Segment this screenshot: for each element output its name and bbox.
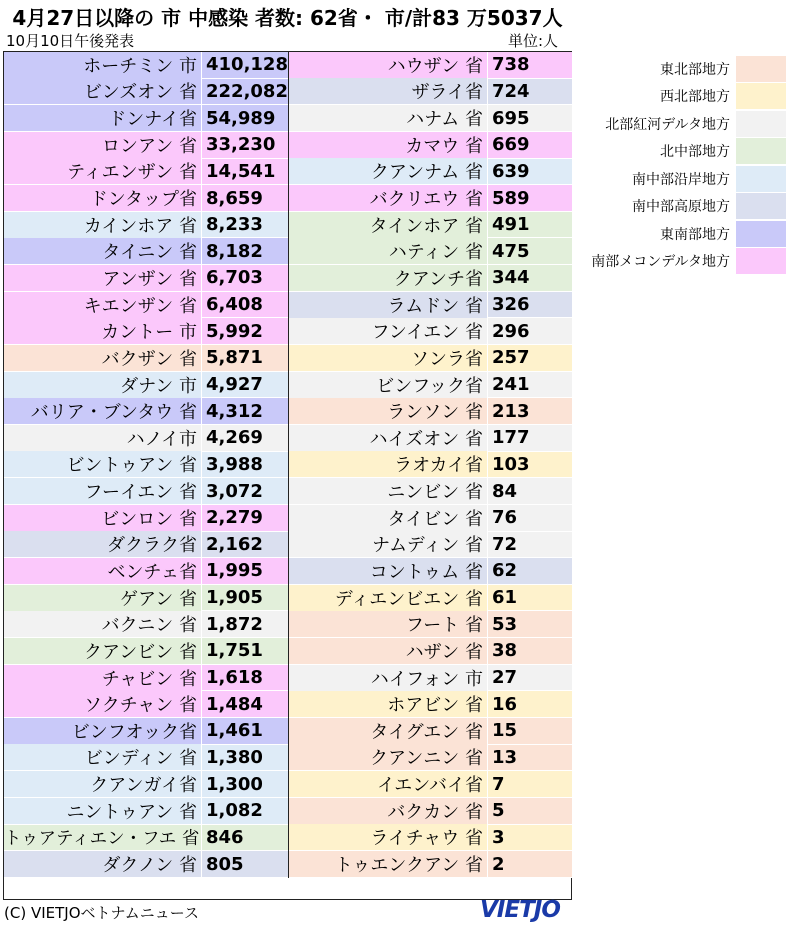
province-name: ソクチャン 省 bbox=[4, 691, 201, 717]
table-row bbox=[289, 159, 572, 186]
legend-label: 西北部地方 bbox=[660, 89, 730, 106]
province-name: バリア・ブンタウ 省 bbox=[4, 398, 201, 424]
case-count: 669 bbox=[487, 132, 572, 158]
legend-item bbox=[578, 138, 786, 166]
case-count: 4,312 bbox=[201, 398, 288, 424]
table-row bbox=[289, 478, 572, 505]
legend-label: 南部メコンデルタ地方 bbox=[591, 254, 730, 271]
table-row bbox=[289, 718, 572, 745]
province-name: フーイエン 省 bbox=[4, 478, 201, 504]
province-name: ホーチミン 市 bbox=[4, 52, 201, 78]
case-count: 8,182 bbox=[201, 238, 288, 264]
province-name: タイグエン 省 bbox=[289, 718, 487, 744]
table-row bbox=[4, 691, 288, 718]
province-name: ザライ省 bbox=[289, 78, 487, 104]
province-name: ソンラ省 bbox=[289, 345, 487, 371]
table-row bbox=[4, 558, 288, 585]
table-row bbox=[4, 425, 288, 452]
table-row bbox=[4, 505, 288, 532]
case-count: 241 bbox=[487, 372, 572, 398]
province-name: ハザン 省 bbox=[289, 638, 487, 664]
province-name: ライチャウ 省 bbox=[289, 824, 487, 850]
case-count: 222,082 bbox=[201, 79, 288, 105]
copyright-credit: (C) VIETJOベトナムニュース bbox=[4, 904, 200, 922]
legend-swatch bbox=[736, 221, 786, 247]
province-name: ハナム 省 bbox=[289, 105, 487, 131]
case-count: 344 bbox=[487, 265, 572, 291]
table-row bbox=[289, 212, 572, 239]
province-name: コントゥム 省 bbox=[289, 558, 487, 584]
province-name: トゥエンクアン 省 bbox=[289, 851, 487, 877]
case-count: 5,871 bbox=[201, 345, 288, 371]
table-row bbox=[4, 745, 288, 772]
case-count: 639 bbox=[487, 159, 572, 185]
table-row bbox=[4, 825, 288, 852]
table-row bbox=[4, 665, 288, 692]
province-name: タインホア 省 bbox=[289, 212, 487, 238]
province-name: ハウザン 省 bbox=[289, 52, 487, 78]
province-name: ベンチェ省 bbox=[4, 558, 201, 584]
case-count: 805 bbox=[201, 851, 288, 877]
table-right-column bbox=[288, 52, 572, 878]
case-count: 8,233 bbox=[201, 212, 288, 238]
legend-label: 南中部高原地方 bbox=[632, 199, 730, 216]
case-count: 33,230 bbox=[201, 132, 288, 158]
case-count: 8,659 bbox=[201, 185, 288, 211]
table-row bbox=[4, 398, 288, 425]
table-row bbox=[4, 452, 288, 479]
table-row bbox=[289, 665, 572, 692]
case-count: 296 bbox=[487, 318, 572, 344]
province-name: ダクラク省 bbox=[4, 531, 201, 557]
province-name: ビンフオック省 bbox=[4, 718, 201, 744]
case-count: 76 bbox=[487, 505, 572, 531]
table-row bbox=[4, 585, 288, 612]
vietjo-logo: VIETJO bbox=[480, 897, 560, 923]
province-name: カントー 市 bbox=[4, 318, 201, 344]
province-name: クアンニン 省 bbox=[289, 744, 487, 770]
page-title: 4月27日以降の 市 中感染 者数: 62省・ 市/計83 万5037人 bbox=[12, 6, 563, 30]
province-name: カインホア 省 bbox=[4, 212, 201, 238]
table-row bbox=[289, 452, 572, 479]
province-name: バクカン 省 bbox=[289, 798, 487, 824]
table-row bbox=[289, 585, 572, 612]
case-count: 491 bbox=[487, 212, 572, 238]
table-row bbox=[4, 159, 288, 186]
table-row bbox=[289, 265, 572, 292]
province-name: トゥアティエン・フエ 省 bbox=[4, 825, 201, 850]
case-count: 38 bbox=[487, 638, 572, 664]
table-row bbox=[4, 318, 288, 345]
table-row bbox=[289, 771, 572, 798]
case-count: 7 bbox=[487, 771, 572, 797]
table-row bbox=[4, 611, 288, 638]
table-row bbox=[4, 532, 288, 559]
case-count: 1,082 bbox=[201, 798, 288, 824]
case-count: 5,992 bbox=[201, 318, 288, 344]
table-row bbox=[289, 691, 572, 718]
province-name: ダクノン 省 bbox=[4, 851, 201, 877]
legend-swatch bbox=[736, 83, 786, 109]
province-name: ビンフック省 bbox=[289, 372, 487, 398]
table-row bbox=[4, 212, 288, 239]
case-count: 54,989 bbox=[201, 105, 288, 131]
table-row bbox=[4, 132, 288, 159]
case-count: 1,461 bbox=[201, 718, 288, 744]
case-count: 4,269 bbox=[201, 425, 288, 451]
case-count: 4,927 bbox=[201, 372, 288, 398]
legend-item bbox=[578, 248, 786, 276]
case-count: 738 bbox=[487, 52, 572, 78]
province-name: カマウ 省 bbox=[289, 132, 487, 158]
case-count: 724 bbox=[487, 79, 572, 105]
table-row bbox=[289, 398, 572, 425]
table-row bbox=[289, 238, 572, 265]
table-row bbox=[289, 558, 572, 585]
table-row bbox=[289, 532, 572, 559]
province-name: ティエンザン 省 bbox=[4, 158, 201, 184]
legend-label: 北部紅河デルタ地方 bbox=[605, 116, 730, 133]
province-name: アンザン 省 bbox=[4, 265, 201, 291]
case-count: 15 bbox=[487, 718, 572, 744]
province-name: ニントゥアン 省 bbox=[4, 798, 201, 824]
province-name: タイビン 省 bbox=[289, 505, 487, 531]
province-name: ハティン 省 bbox=[289, 238, 487, 264]
table-row bbox=[4, 718, 288, 745]
province-name: フート 省 bbox=[289, 611, 487, 637]
province-name: ビンディン 省 bbox=[4, 744, 201, 770]
table-row bbox=[4, 292, 288, 319]
table-row bbox=[289, 745, 572, 772]
table-row bbox=[4, 265, 288, 292]
case-count: 6,408 bbox=[201, 292, 288, 318]
province-name: ハイフォン 市 bbox=[289, 665, 487, 691]
case-count: 1,905 bbox=[201, 585, 288, 611]
case-count: 62 bbox=[487, 558, 572, 584]
table-row bbox=[289, 638, 572, 665]
table-row bbox=[289, 505, 572, 532]
case-count: 27 bbox=[487, 665, 572, 691]
legend-item bbox=[578, 165, 786, 193]
table-row bbox=[289, 372, 572, 399]
legend-swatch bbox=[736, 111, 786, 137]
legend-item bbox=[578, 110, 786, 138]
case-count: 16 bbox=[487, 691, 572, 717]
province-name: ラオカイ省 bbox=[289, 451, 487, 477]
case-count: 1,484 bbox=[201, 691, 288, 717]
case-count: 213 bbox=[487, 398, 572, 424]
province-name: タイニン 省 bbox=[4, 238, 201, 264]
case-count: 257 bbox=[487, 345, 572, 371]
case-count: 84 bbox=[487, 478, 572, 504]
province-name: クアンチ省 bbox=[289, 265, 487, 291]
table-left-column bbox=[4, 52, 288, 878]
table-row bbox=[289, 132, 572, 159]
case-count: 1,618 bbox=[201, 665, 288, 691]
legend-swatch bbox=[736, 166, 786, 192]
table-row bbox=[289, 292, 572, 319]
province-name: ニンビン 省 bbox=[289, 478, 487, 504]
case-count: 72 bbox=[487, 532, 572, 558]
case-count: 2,162 bbox=[201, 532, 288, 558]
province-name: バクニン 省 bbox=[4, 611, 201, 637]
table-row bbox=[4, 851, 288, 878]
case-count: 3,988 bbox=[201, 452, 288, 478]
province-name: フンイエン 省 bbox=[289, 318, 487, 344]
table-row bbox=[289, 851, 572, 878]
table-row bbox=[4, 105, 288, 132]
cases-table bbox=[3, 51, 572, 900]
case-count: 5 bbox=[487, 798, 572, 824]
legend-item bbox=[578, 55, 786, 83]
table-row bbox=[4, 372, 288, 399]
case-count: 3,072 bbox=[201, 478, 288, 504]
case-count: 410,128 bbox=[201, 52, 288, 78]
case-count: 1,995 bbox=[201, 558, 288, 584]
province-name: ナムディン 省 bbox=[289, 531, 487, 557]
table-row bbox=[289, 825, 572, 852]
unit-label: 単位:人 bbox=[508, 32, 559, 50]
case-count: 2,279 bbox=[201, 505, 288, 531]
province-name: ランソン 省 bbox=[289, 398, 487, 424]
legend-label: 北中部地方 bbox=[660, 144, 730, 161]
case-count: 1,300 bbox=[201, 771, 288, 797]
province-name: ハイズオン 省 bbox=[289, 425, 487, 451]
table-row bbox=[4, 238, 288, 265]
table-row bbox=[4, 185, 288, 212]
table-row bbox=[289, 425, 572, 452]
table-row bbox=[4, 638, 288, 665]
case-count: 103 bbox=[487, 452, 572, 478]
case-count: 53 bbox=[487, 611, 572, 637]
case-count: 1,380 bbox=[201, 745, 288, 771]
table-row bbox=[289, 79, 572, 106]
province-name: ドンナイ省 bbox=[4, 105, 201, 131]
table-row bbox=[289, 105, 572, 132]
legend-item bbox=[578, 83, 786, 111]
case-count: 475 bbox=[487, 238, 572, 264]
legend-swatch bbox=[736, 248, 786, 274]
table-row bbox=[289, 345, 572, 372]
case-count: 1,872 bbox=[201, 611, 288, 637]
case-count: 14,541 bbox=[201, 159, 288, 185]
case-count: 1,751 bbox=[201, 638, 288, 664]
table-row bbox=[4, 478, 288, 505]
table-row bbox=[289, 798, 572, 825]
province-name: ハノイ市 bbox=[4, 425, 201, 451]
legend-item bbox=[578, 193, 786, 221]
table-row bbox=[4, 345, 288, 372]
province-name: クアンガイ省 bbox=[4, 771, 201, 797]
case-count: 326 bbox=[487, 292, 572, 318]
legend-label: 東北部地方 bbox=[660, 61, 730, 78]
province-name: ダナン 市 bbox=[4, 372, 201, 398]
case-count: 695 bbox=[487, 105, 572, 131]
case-count: 6,703 bbox=[201, 265, 288, 291]
case-count: 2 bbox=[487, 851, 572, 877]
table-row bbox=[4, 798, 288, 825]
legend-label: 南中部沿岸地方 bbox=[632, 171, 730, 188]
province-name: ビンズオン 省 bbox=[4, 78, 201, 104]
province-name: ラムドン 省 bbox=[289, 292, 487, 318]
legend-swatch bbox=[736, 138, 786, 164]
table-row bbox=[4, 79, 288, 106]
province-name: ロンアン 省 bbox=[4, 132, 201, 158]
case-count: 3 bbox=[487, 825, 572, 851]
table-row bbox=[289, 52, 572, 79]
table-row bbox=[289, 185, 572, 212]
province-name: キエンザン 省 bbox=[4, 292, 201, 318]
province-name: ディエンビエン 省 bbox=[289, 585, 487, 611]
case-count: 177 bbox=[487, 425, 572, 451]
legend-swatch bbox=[736, 56, 786, 82]
province-name: ビントゥアン 省 bbox=[4, 451, 201, 477]
province-name: ドンタップ省 bbox=[4, 185, 201, 211]
case-count: 846 bbox=[201, 825, 288, 851]
province-name: ゲアン 省 bbox=[4, 585, 201, 611]
table-row bbox=[4, 771, 288, 798]
case-count: 61 bbox=[487, 585, 572, 611]
published-date: 10月10日午後発表 bbox=[6, 32, 135, 50]
legend-swatch bbox=[736, 193, 786, 219]
region-legend bbox=[578, 55, 786, 275]
table-row bbox=[289, 318, 572, 345]
province-name: チャビン 省 bbox=[4, 665, 201, 691]
case-count: 589 bbox=[487, 185, 572, 211]
legend-item bbox=[578, 220, 786, 248]
table-row bbox=[289, 611, 572, 638]
province-name: クアンビン 省 bbox=[4, 638, 201, 664]
province-name: バクリエウ 省 bbox=[289, 185, 487, 211]
table-row bbox=[4, 52, 288, 79]
case-count: 13 bbox=[487, 745, 572, 771]
province-name: バクザン 省 bbox=[4, 345, 201, 371]
province-name: ホアビン 省 bbox=[289, 691, 487, 717]
province-name: イエンバイ省 bbox=[289, 771, 487, 797]
province-name: クアンナム 省 bbox=[289, 158, 487, 184]
province-name: ビンロン 省 bbox=[4, 505, 201, 531]
legend-label: 東南部地方 bbox=[660, 226, 730, 243]
